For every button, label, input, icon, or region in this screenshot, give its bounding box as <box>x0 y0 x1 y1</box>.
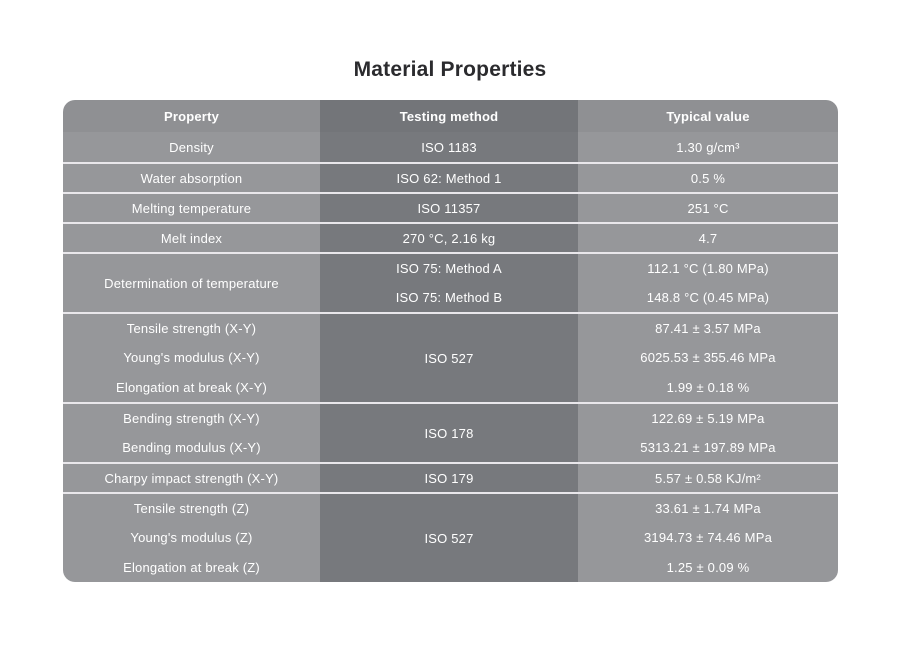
column-header-label: Property <box>163 108 220 124</box>
cell-typical-value-line: 1.25 ± 0.09 % <box>666 559 750 575</box>
cell-testing-method <box>320 194 578 222</box>
cell-testing-method-line: ISO 1183 <box>421 139 477 155</box>
cell-typical-value-line: 1.30 g/cm³ <box>676 139 740 155</box>
cell-property-line: Charpy impact strength (X-Y) <box>104 470 279 486</box>
cell-typical-value <box>578 404 838 462</box>
cell-testing-method <box>320 464 578 492</box>
column-header-label: Testing method <box>399 108 499 124</box>
table-row <box>63 252 838 312</box>
cell-property <box>63 132 320 162</box>
table-row <box>63 162 838 192</box>
cell-typical-value-line: 33.61 ± 1.74 MPa <box>655 501 761 517</box>
cell-property-line: Determination of temperature <box>104 275 279 291</box>
cell-property-line: Tensile strength (X-Y) <box>126 321 257 337</box>
table-header-row <box>63 100 838 132</box>
column-header-property <box>63 100 320 132</box>
cell-typical-value <box>578 314 838 402</box>
cell-property <box>63 164 320 192</box>
table-row <box>63 192 838 222</box>
cell-property-line: Elongation at break (Z) <box>123 559 260 575</box>
cell-typical-value-line: 87.41 ± 3.57 MPa <box>655 321 761 337</box>
cell-property-line: Young's modulus (X-Y) <box>123 350 260 366</box>
cell-testing-method-line: ISO 75: Method B <box>395 290 503 305</box>
cell-property <box>63 224 320 252</box>
cell-testing-method-line: ISO 527 <box>424 350 474 366</box>
cell-property <box>63 404 320 462</box>
cell-typical-value <box>578 194 838 222</box>
cell-typical-value-line: 4.7 <box>698 230 718 246</box>
cell-testing-method <box>320 254 578 312</box>
cell-testing-method-line: 270 °C, 2.16 kg <box>402 230 496 246</box>
cell-typical-value-line: 6025.53 ± 355.46 MPa <box>640 350 776 366</box>
cell-property-line: Tensile strength (Z) <box>133 501 250 517</box>
cell-typical-value <box>578 494 838 582</box>
cell-typical-value-line: 1.99 ± 0.18 % <box>666 379 750 395</box>
cell-testing-method <box>320 494 578 582</box>
cell-typical-value-line: 3194.73 ± 74.46 MPa <box>643 530 773 546</box>
table-row <box>63 312 838 402</box>
cell-property-line: Melt index <box>160 230 223 246</box>
cell-typical-value <box>578 132 838 162</box>
cell-typical-value <box>578 464 838 492</box>
cell-typical-value-line: 112.1 °C (1.80 MPa) <box>647 261 769 276</box>
cell-testing-method <box>320 224 578 252</box>
cell-testing-method <box>320 314 578 402</box>
material-properties-table <box>63 100 838 582</box>
cell-testing-method-line: ISO 179 <box>424 470 474 486</box>
cell-testing-method-line: ISO 178 <box>424 425 474 441</box>
cell-typical-value <box>578 254 838 312</box>
column-header-label: Typical value <box>666 108 750 124</box>
table-row <box>63 132 838 162</box>
cell-testing-method <box>320 404 578 462</box>
table-body <box>63 132 838 582</box>
cell-typical-value-line: 122.69 ± 5.19 MPa <box>651 411 765 426</box>
cell-typical-value-line: 251 °C <box>687 200 729 216</box>
cell-typical-value-line: 5313.21 ± 197.89 MPa <box>640 440 776 455</box>
table-row <box>63 222 838 252</box>
cell-property-line: Young's modulus (Z) <box>130 530 253 546</box>
cell-property-line: Water absorption <box>140 170 243 186</box>
cell-property <box>63 494 320 582</box>
cell-property-line: Elongation at break (X-Y) <box>116 379 267 395</box>
cell-property <box>63 464 320 492</box>
cell-property-line: Bending modulus (X-Y) <box>122 440 261 455</box>
column-header-typical-value <box>578 100 838 132</box>
cell-typical-value-line: 5.57 ± 0.58 KJ/m² <box>655 470 761 486</box>
cell-typical-value-line: 0.5 % <box>690 170 726 186</box>
cell-testing-method-line: ISO 62: Method 1 <box>396 170 502 186</box>
table-row <box>63 402 838 462</box>
cell-property-line: Melting temperature <box>131 200 252 216</box>
cell-typical-value <box>578 224 838 252</box>
cell-property-line: Density <box>169 139 214 155</box>
cell-property-line: Bending strength (X-Y) <box>123 411 260 426</box>
cell-testing-method <box>320 164 578 192</box>
cell-testing-method-line: ISO 75: Method A <box>396 261 502 276</box>
cell-property <box>63 314 320 402</box>
column-header-testing-method <box>320 100 578 132</box>
cell-typical-value-line: 148.8 °C (0.45 MPa) <box>646 290 770 305</box>
cell-testing-method-line: ISO 527 <box>424 530 474 546</box>
cell-testing-method-line: ISO 11357 <box>417 200 481 216</box>
cell-property <box>63 194 320 222</box>
cell-typical-value <box>578 164 838 192</box>
table-row <box>63 462 838 492</box>
cell-testing-method <box>320 132 578 162</box>
cell-property <box>63 254 320 312</box>
page-title: Material Properties <box>353 58 547 81</box>
table-row <box>63 492 838 582</box>
